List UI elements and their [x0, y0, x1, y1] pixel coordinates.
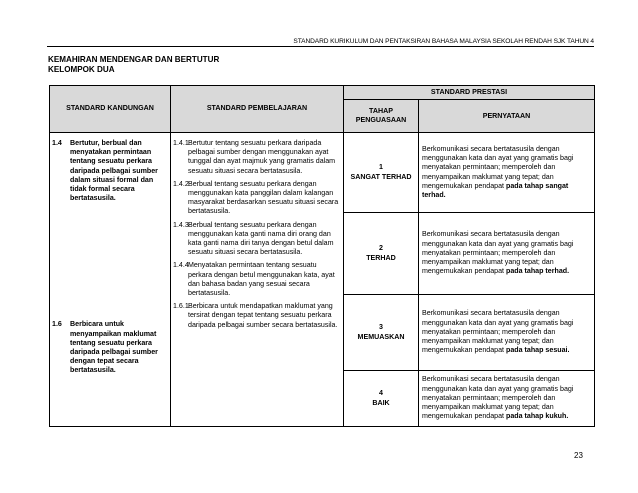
pernyataan-emphasis: pada tahap sangat terhad. [422, 181, 569, 199]
pembelajaran-number: 1.4.4 [173, 261, 189, 270]
pembelajaran-item [173, 221, 341, 258]
pernyataan-text: Berkomunikasi secara bertatasusila dengan menggunakan kata dan ayat yang gramatis bagi menyatakan permintaan; memperoleh dan menyampaikan maklumat yang tepat; dan mengemukakan pendapat [422, 144, 574, 190]
header-rule [47, 46, 594, 47]
kandungan-item [52, 320, 168, 375]
pembelajaran-item [173, 302, 341, 330]
page-number: 23 [574, 451, 583, 460]
pembelajaran-text: Menyatakan permintaan tentang sesuatu perkara dengan betul menggunakan kata, ayat dan bahasa badan yang sesuai secara bertatasusila. [188, 261, 335, 298]
section-title: KEMAHIRAN MENDENGAR DAN BERTUTUR [48, 55, 220, 64]
pembelajaran-cell [171, 133, 344, 427]
tahap-cell [344, 371, 419, 427]
pembelajaran-item [173, 180, 341, 217]
pembelajaran-number: 1.6.1 [173, 302, 189, 311]
kandungan-cell [50, 133, 171, 427]
standards-table [49, 85, 595, 427]
header-tahap-penguasaan: TAHAP PENGUASAAN [344, 100, 419, 133]
pembelajaran-item [173, 261, 341, 298]
pernyataan-cell [419, 213, 595, 295]
tahap-level: 1 [379, 163, 383, 172]
tahap-level: 2 [379, 244, 383, 253]
tahap-label: TERHAD [366, 253, 396, 262]
pembelajaran-number: 1.4.1 [173, 139, 189, 147]
pembelajaran-number: 1.4.2 [173, 179, 189, 188]
pernyataan-text: Berkomunikasi secara bertatasusila dengan menggunakan kata dan ayat yang gramatis bagi menyatakan permintaan; memperoleh dan menyampaikan maklumat yang tepat; dan mengemukakan pendapat [422, 309, 574, 355]
pernyataan-text: Berkomunikasi secara bertatasusila dengan menggunakan kata dan ayat yang gramatis bagi menyatakan permintaan; memperoleh dan menyampaikan maklumat yang tepat; dan mengemukakan pendapat [422, 375, 574, 421]
kandungan-number: 1.6 [52, 320, 62, 329]
pernyataan-emphasis: pada tahap sesuai. [506, 346, 570, 355]
header-standard-kandungan: STANDARD KANDUNGAN [50, 86, 171, 133]
pernyataan-emphasis: pada tahap terhad. [506, 267, 570, 276]
pernyataan-text: Berkomunikasi secara bertatasusila dengan menggunakan kata dan ayat yang gramatis bagi menyatakan permintaan; memperoleh dan menyampaikan maklumat yang tepat; dan mengemukakan pendapat [422, 230, 574, 276]
tahap-cell [344, 295, 419, 371]
tahap-level: 3 [379, 323, 383, 332]
pernyataan-emphasis: pada tahap kukuh. [506, 412, 569, 421]
pembelajaran-number: 1.4.3 [173, 220, 189, 229]
kandungan-item [52, 139, 168, 203]
tahap-cell [344, 213, 419, 295]
header-pernyataan: PERNYATAAN [419, 100, 595, 133]
section-subtitle: KELOMPOK DUA [48, 65, 115, 74]
pernyataan-cell [419, 371, 595, 427]
tahap-label: SANGAT TERHAD [350, 172, 412, 181]
pembelajaran-text: Berbual tentang sesuatu perkara dengan menggunakan kata ganti nama diri orang dan kata ganti nama diri tanya dengan betul dalam sesuatu situasi secara bertatasusila. [188, 220, 334, 257]
kandungan-number: 1.4 [52, 139, 62, 147]
tahap-label: BAIK [372, 398, 390, 407]
header-standard-prestasi: STANDARD PRESTASI [344, 86, 595, 100]
tahap-label: MEMUASKAN [357, 332, 405, 341]
pembelajaran-text: Bertutur tentang sesuatu perkara daripada pelbagai sumber dengan menggunakan ayat tunggal dan ayat majmuk yang gramatis dalam sesuatu situasi secara bertatasusila. [188, 139, 336, 175]
document-header: STANDARD KURIKULUM DAN PENTAKSIRAN BAHASA MALAYSIA SEKOLAH RENDAH SJK TAHUN 4 [293, 38, 594, 45]
pembelajaran-text: Berbicara untuk mendapatkan maklumat yang tersirat dengan tepat tentang sesuatu perkara daripada pelbagai sumber secara bertatasusila. [188, 302, 338, 329]
header-standard-pembelajaran: STANDARD PEMBELAJARAN [171, 86, 344, 133]
tahap-level: 4 [379, 389, 383, 398]
pernyataan-cell [419, 295, 595, 371]
pembelajaran-item [173, 139, 341, 176]
tahap-cell [344, 133, 419, 213]
kandungan-text: Bertutur, berbual dan menyatakan permintaan tentang sesuatu perkara daripada pelbagai sumber dalam situasi formal dan tidak formal secara bertatasusila. [70, 139, 158, 203]
pernyataan-cell [419, 133, 595, 213]
pembelajaran-text: Berbual tentang sesuatu perkara dengan menggunakan kata panggilan dalam kalangan masyarakat berdasarkan sesuatu situasi secara bertatasusila. [188, 179, 339, 216]
kandungan-text: Berbicara untuk menyampaikan maklumat tentang sesuatu perkara daripada pelbagai sumber dengan tepat secara bertatasusila. [70, 320, 158, 375]
